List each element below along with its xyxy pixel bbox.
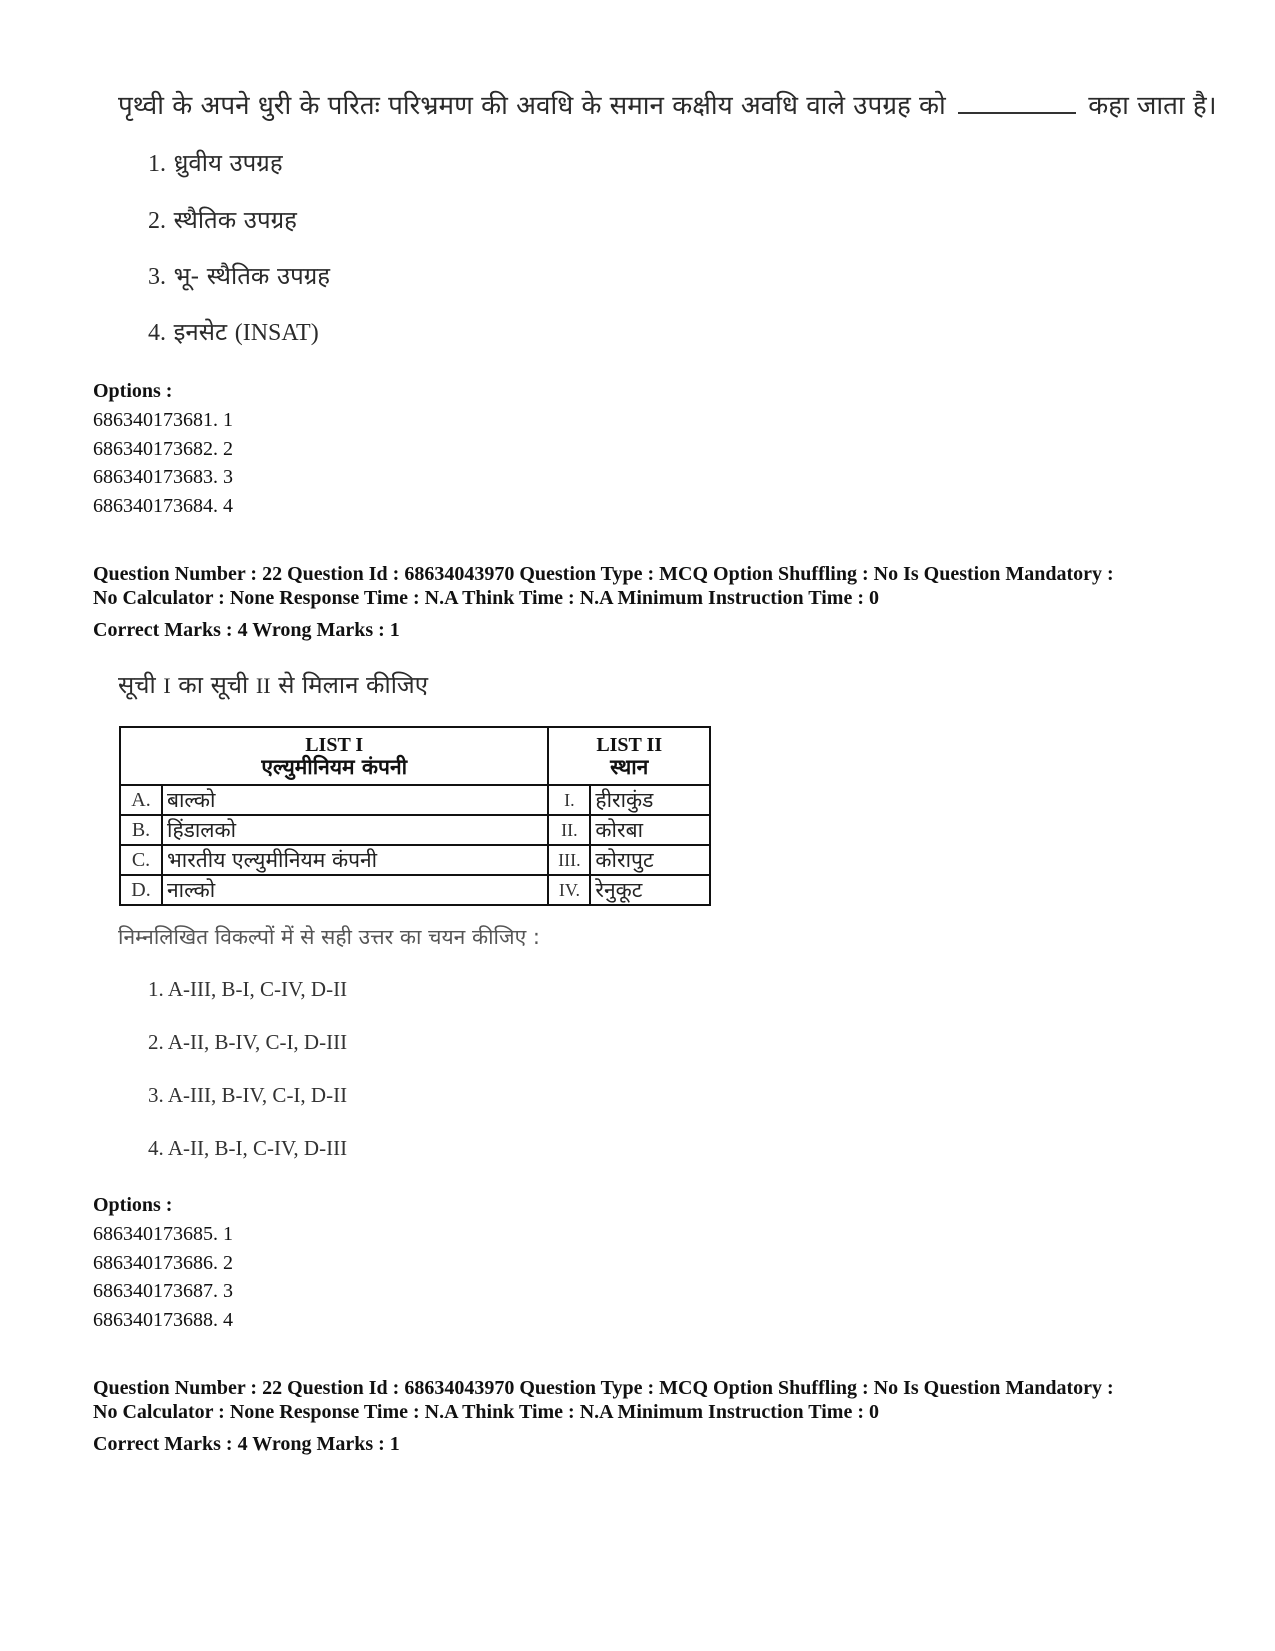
table-row: A. बाल्को I. हीराकुंड — [120, 785, 710, 815]
question-2-stem: सूची I का सूची II से मिलान कीजिए — [118, 671, 429, 699]
list-2-header: LIST II स्थान — [548, 727, 710, 785]
question-2-options-label: Options : — [93, 1194, 173, 1216]
question-1-option-4: 686340173684. 4 — [93, 495, 233, 517]
question-2-choice-3: 3. A-III, B-IV, C-I, D-II — [148, 1083, 348, 1107]
question-2-meta — [93, 562, 1213, 610]
question-3-marks: Correct Marks : 4 Wrong Marks : 1 — [93, 1433, 400, 1455]
question-2-option-2: 686340173686. 2 — [93, 1252, 233, 1274]
question-2-option-4: 686340173688. 4 — [93, 1309, 233, 1331]
question-2-prompt: निम्नलिखित विकल्पों में से सही उत्तर का चयन कीजिए : — [118, 925, 540, 949]
question-2-choice-1: 1. A-III, B-I, C-IV, D-II — [148, 977, 348, 1001]
table-row: D. नाल्को IV. रेनुकूट — [120, 875, 710, 905]
table-row: B. हिंडालको II. कोरबा — [120, 815, 710, 845]
question-1-stem-after: कहा जाता है। — [1088, 91, 1217, 121]
fill-in-blank — [958, 92, 1076, 114]
question-2-meta-line-2: No Calculator : None Response Time : N.A Think Time : N.A Minimum Instruction Time : 0 — [93, 587, 879, 609]
question-1-choice-2: 2. स्थैतिक उपग्रह — [148, 206, 297, 234]
question-1-option-3: 686340173683. 3 — [93, 466, 233, 488]
question-1-option-1: 686340173681. 1 — [93, 409, 233, 431]
question-1-choice-1: 1. ध्रुवीय उपग्रह — [148, 149, 283, 177]
question-2-choice-4: 4. A-II, B-I, C-IV, D-III — [148, 1136, 348, 1160]
match-table — [119, 726, 711, 906]
table-row: C. भारतीय एल्युमीनियम कंपनी III. कोरापुट — [120, 845, 710, 875]
question-1-choice-3: 3. भू- स्थैतिक उपग्रह — [148, 262, 331, 290]
question-3-meta — [93, 1376, 1213, 1424]
question-2-choice-2: 2. A-II, B-IV, C-I, D-III — [148, 1030, 348, 1054]
question-1-option-2: 686340173682. 2 — [93, 438, 233, 460]
question-1-options-label: Options : — [93, 380, 173, 402]
question-2-marks: Correct Marks : 4 Wrong Marks : 1 — [93, 619, 400, 641]
question-2-meta-line-1: Question Number : 22 Question Id : 68634043970 Question Type : MCQ Option Shuffling : No Is Question Mandatory : — [93, 563, 1114, 585]
question-3-meta-line-1: Question Number : 22 Question Id : 68634043970 Question Type : MCQ Option Shuffling : No Is Question Mandatory : — [93, 1377, 1114, 1399]
question-1-choice-4: 4. इनसेट (INSAT) — [148, 318, 319, 346]
question-1-stem-before: पृथ्वी के अपने धुरी के परितः परिभ्रमण की अवधि के समान कक्षीय अवधि वाले उपग्रह को — [118, 91, 946, 121]
question-3-meta-line-2: No Calculator : None Response Time : N.A Think Time : N.A Minimum Instruction Time : 0 — [93, 1401, 879, 1423]
list-1-header: LIST I एल्युमीनियम कंपनी — [120, 727, 548, 785]
question-2-option-3: 686340173687. 3 — [93, 1280, 233, 1302]
question-1-stem — [118, 86, 1217, 122]
question-2-option-1: 686340173685. 1 — [93, 1223, 233, 1245]
